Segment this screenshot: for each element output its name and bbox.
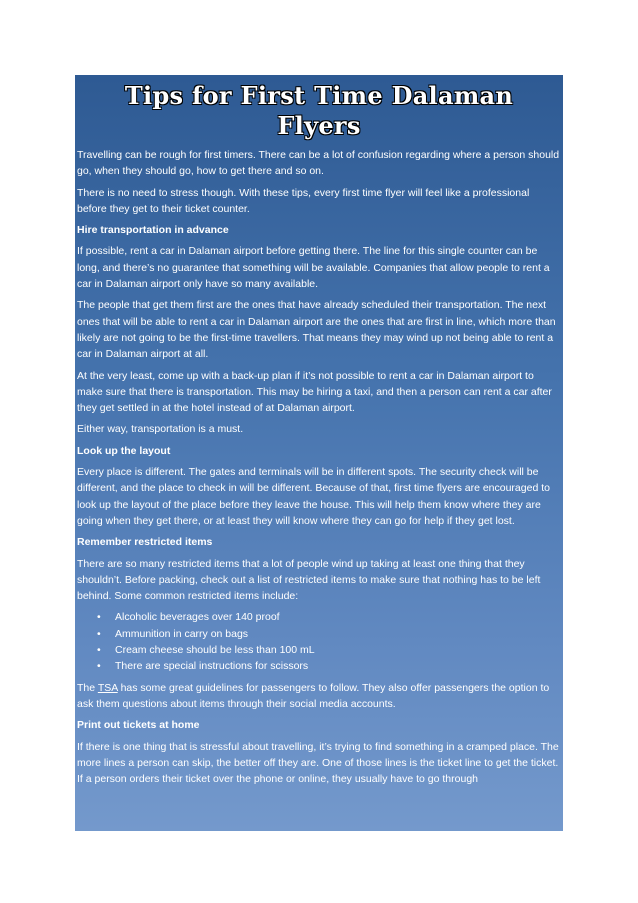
- page-title: [77, 81, 561, 141]
- bullet-icon: •: [97, 627, 101, 640]
- bullet-icon: •: [97, 660, 101, 673]
- bullet-icon: •: [97, 611, 101, 624]
- list-item: [97, 642, 561, 658]
- title-line-2: Flyers: [277, 111, 361, 140]
- tsa-text-after: has some great guidelines for passengers to follow. They also offer passengers the option to ask them questions about items through their social media accounts.: [77, 681, 550, 710]
- list-item: [97, 626, 561, 642]
- section-heading-layout: Look up the layout: [77, 444, 171, 457]
- list-item-text: There are special instructions for scissors: [115, 660, 309, 673]
- intro-paragraph-2: There is no need to stress though. With these tips, every first time flyer will feel like a professional before they get to their ticket counter.: [77, 186, 530, 215]
- tsa-text-before: The: [77, 681, 98, 694]
- list-item: [97, 609, 561, 625]
- paragraph-backup-plan: At the very least, come up with a back-up plan if it’s not possible to rent a car in Dalaman airport to make sure that there is transportation. This may be hiring a taxi, and then a person can rent a car after they get settled in at the hotel instead of at Dalaman airport.: [77, 369, 552, 415]
- paragraph-restricted: There are so many restricted items that a lot of people wind up taking at least one thing that they shouldn’t. Before packing, check out a list of restricted items to make sure that nothing has to be left behind. Some common restricted items include:: [77, 557, 541, 603]
- section-heading-print-tickets: Print out tickets at home: [77, 719, 200, 732]
- paragraph-transport-must: Either way, transportation is a must.: [77, 423, 244, 436]
- tsa-link[interactable]: TSA: [97, 681, 118, 694]
- list-item-text: Cream cheese should be less than 100 mL: [115, 644, 315, 657]
- article-panel: [75, 75, 563, 831]
- paragraph-first-in-line: The people that get them first are the ones that have already scheduled their transportation. The next ones that will be able to rent a car in Dalaman airport are the ones that are first in line, which more than likely are not going to be the first-time travellers. That means they may wind up not being able to rent a car in Dalaman airport at all.: [77, 299, 556, 361]
- restricted-items-list: [77, 609, 561, 674]
- bullet-icon: •: [97, 644, 101, 657]
- section-heading-transportation: Hire transportation in advance: [77, 224, 229, 237]
- paragraph-layout: Every place is different. The gates and terminals will be in different spots. The security check will be different, and the place to check in will be different. Because of that, first time flyers are encouraged to look up the layout of the place before they leave the house. This will help them know where they are going when they get there, or at least they will know where they can go for help if they get lost.: [77, 466, 550, 527]
- section-heading-restricted: Remember restricted items: [77, 536, 213, 549]
- paragraph-rent-car: If possible, rent a car in Dalaman airport before getting there. The line for this single counter can be long, and there’s no guarantee that something will be available. Companies that allow people to rent a car in Dalaman airport only have so many available.: [77, 245, 550, 291]
- paragraph-print-tickets: If there is one thing that is stressful about travelling, it’s trying to find something in a cramped place. The more lines a person can skip, the better off they are. One of those lines is the ticket line to get the ticket. If a person orders their ticket over the phone or online, they usually have to go through: [77, 740, 559, 786]
- paragraph-tsa: [77, 680, 561, 713]
- list-item-text: Ammunition in carry on bags: [115, 627, 249, 640]
- intro-paragraph: Travelling can be rough for first timers. There can be a lot of confusion regarding where a person should go, when they should go, how to get there and so on.: [77, 149, 560, 178]
- list-item-text: Alcoholic beverages over 140 proof: [115, 611, 280, 624]
- title-line-1: Tips for First Time Dalaman: [124, 81, 514, 110]
- list-item: [97, 658, 561, 674]
